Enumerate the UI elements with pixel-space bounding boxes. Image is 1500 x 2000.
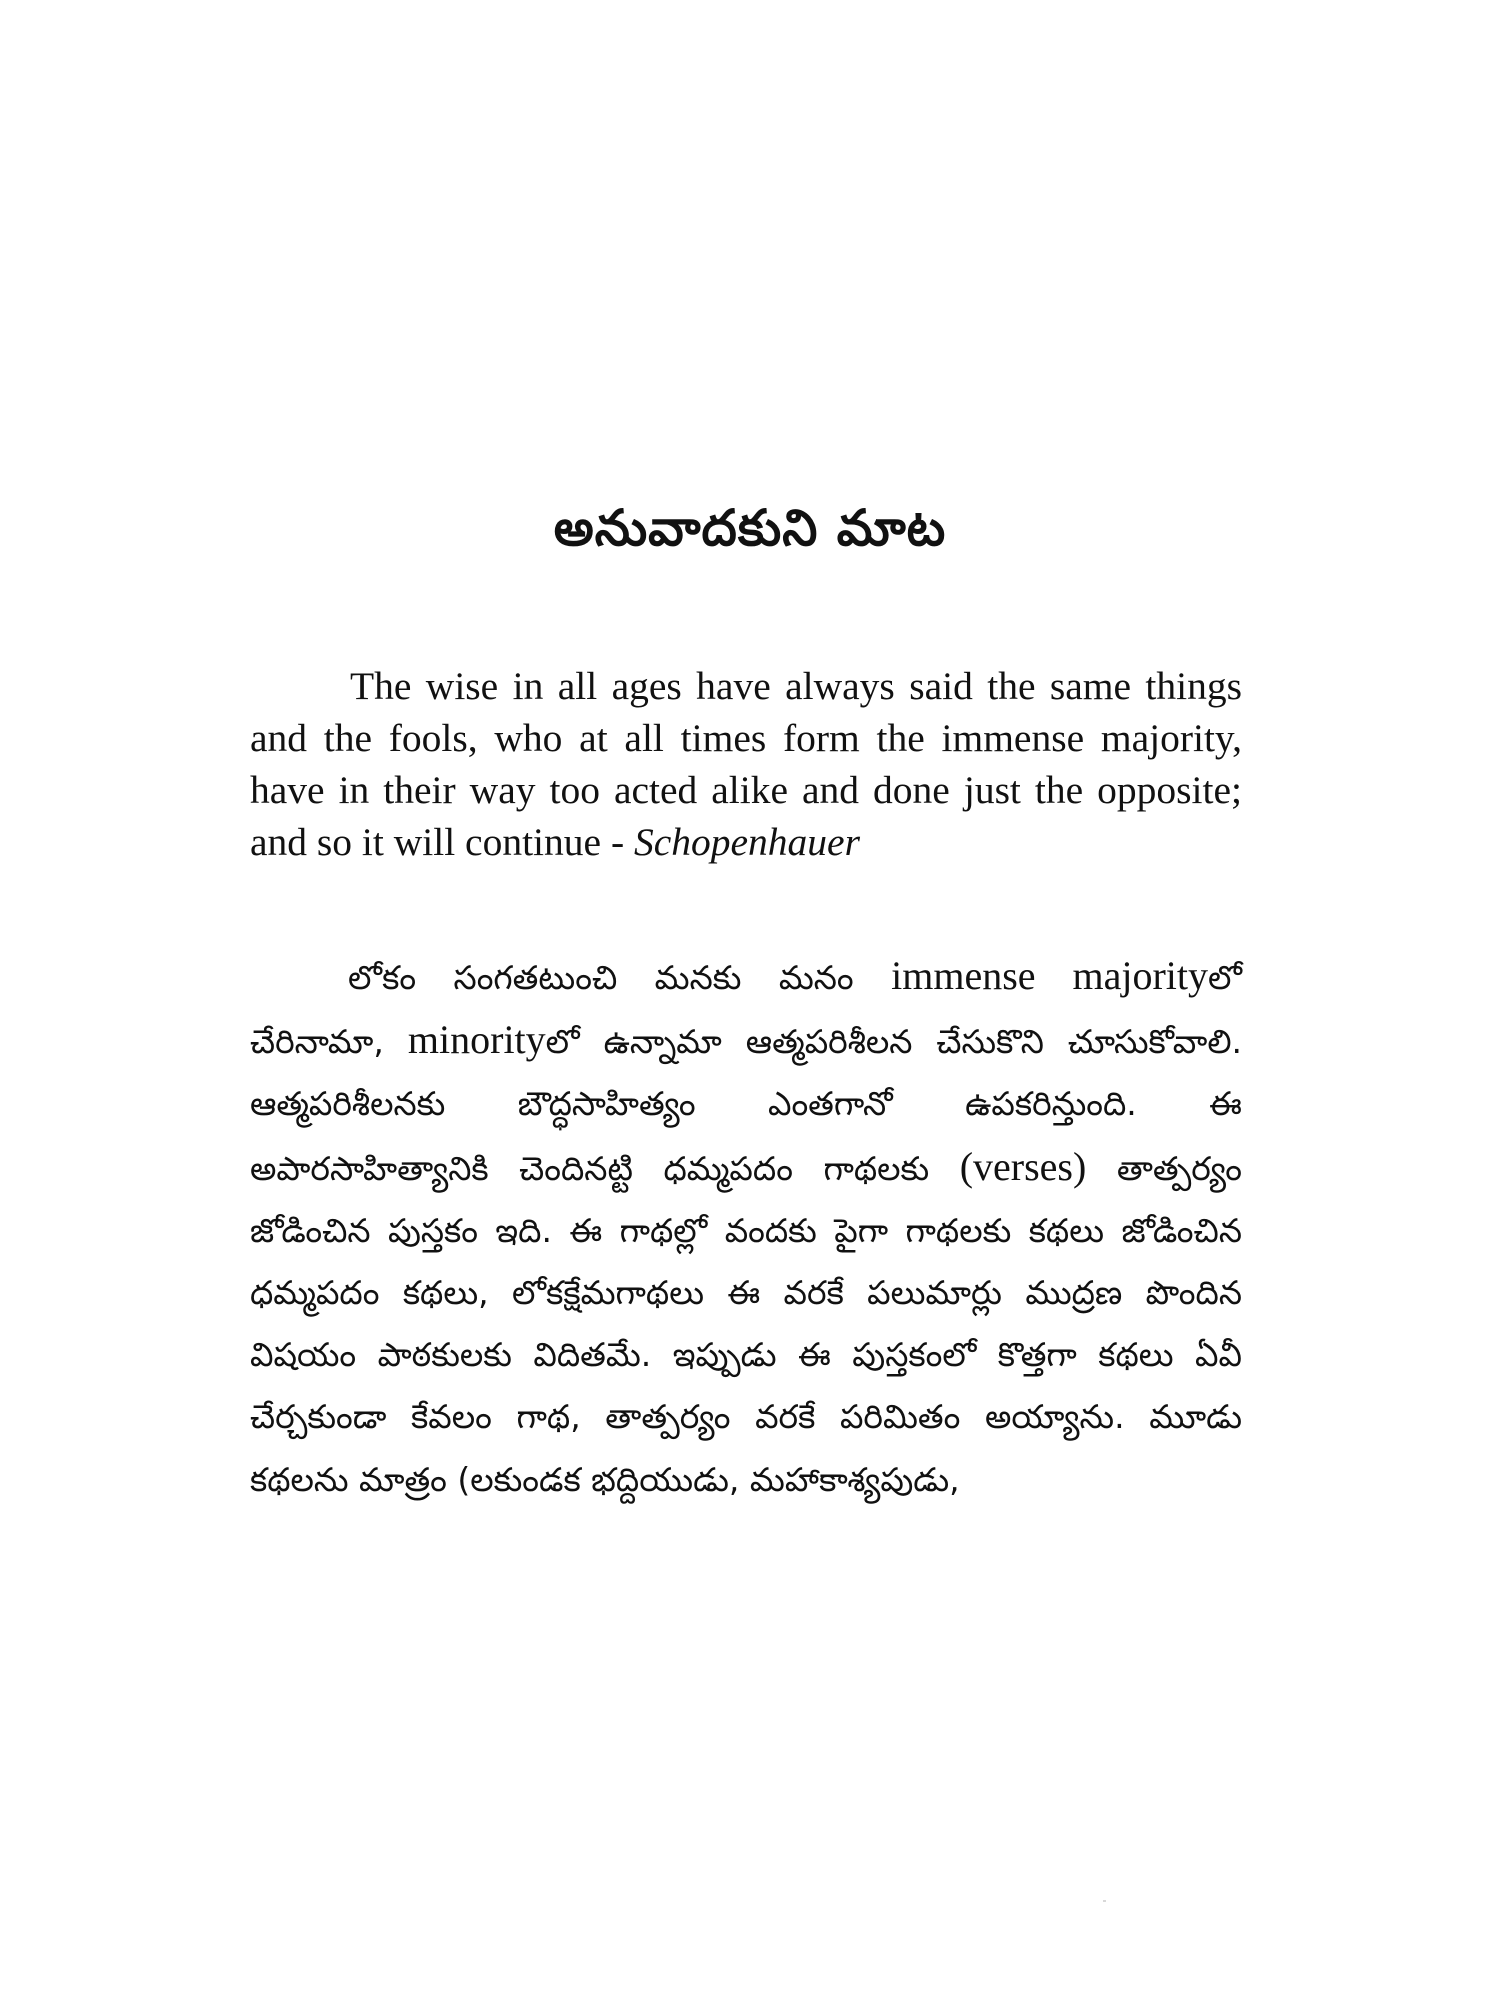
body-english-1: immense majority: [891, 953, 1209, 998]
body-text-3: లో ఉన్నామా ఆత్మపరిశీలన చేసుకొని చూసుకోవాలి. ఆత్మపరిశీలనకు బౌద్ధసాహిత్యం ఎంతగానో ఉపకరిన్తుంది. ఈ అపారసాహిత్యానికి చెందినట్టి ధమ్మపదం గాథలకు: [250, 1022, 1242, 1188]
body-english-3: (verses): [959, 1143, 1087, 1189]
epigraph-quote: [250, 660, 1242, 868]
quote-author: Schopenhauer: [633, 820, 860, 864]
body-text-2: లో చేరినామా,: [250, 958, 1242, 1062]
page-title: అనువాదకుని మాట: [553, 499, 947, 557]
scan-speck: [1103, 1900, 1106, 1902]
body-text-4: తాత్పర్యం జోడించిన పుస్తకం ఇది. ఈ గాథల్లో వందకు పైగా గాథలకు కథలు జోడించిన ధమ్మపదం కథలు, లోకక్షేమగాథలు ఈ వరకే పలుమార్లు ముద్రణ పొందిన విషయం పాఠకులకు విదితమే. ఇప్పుడు ఈ పుస్తకంలో కొత్తగా కథలు ఏవీ చేర్చకుండా కేవలం గాథ, తాత్పర్యం వరకే పరిమితం అయ్యాను. మూడు కథలను మాత్రం (లకుండక భద్దియుడు, మహాకాశ్యపుడు,: [250, 1148, 1242, 1499]
body-text-1: లోకం సంగతటుంచి మనకు మనం: [348, 958, 892, 997]
body-paragraph: [250, 945, 1242, 1511]
body-english-2: minority: [407, 1017, 546, 1063]
quote-text: The wise in all ages have always said the same things and the fools, who at all times form the immense majority, have in their way too acted alike and done just the opposite; and so it will continue -: [250, 664, 1242, 864]
